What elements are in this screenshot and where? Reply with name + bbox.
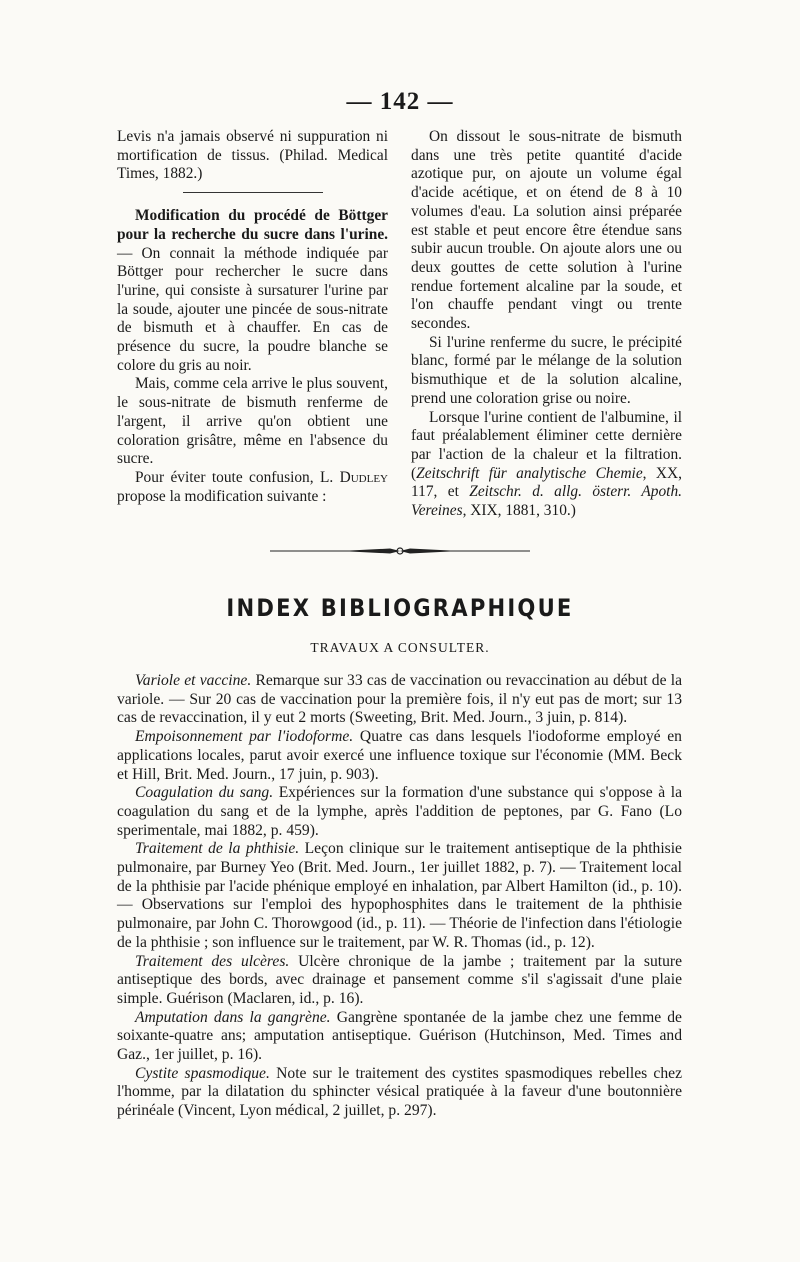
entry-title: Traitement des ulcères. bbox=[135, 952, 290, 970]
short-separator bbox=[183, 192, 323, 193]
page-number: — 142 — bbox=[346, 88, 454, 115]
bibliography-entries bbox=[117, 672, 682, 1121]
section-heading: Modification du procédé de Böttger pour la recherche du sucre dans l'urine. bbox=[117, 207, 388, 243]
right-p3-start: Lorsque l'urine contient de l'albumine, il faut préalablement éliminer cette dernière par l'action de la chaleur et la filtration. ( bbox=[411, 408, 682, 482]
left-column bbox=[117, 128, 388, 521]
left-paragraph-3: Mais, comme cela arrive le plus souvent, le sous-nitrate de bismuth renferme de l'argent, il arrive qu'on obtient une coloration grisâtre, même en l'absence du sucre. bbox=[117, 375, 388, 468]
list-item bbox=[117, 784, 682, 840]
entry-text: Ulcère chronique de la jambe ; traitement par la suture antiseptique des bords, avec drainage et pansement comme s'il s'agissait d'une plaie simple. Guérison (Maclaren, id., p. 16). bbox=[117, 952, 682, 1007]
journal-title-2: Zeitschr. d. allg. österr. Apoth. Vereines bbox=[411, 483, 682, 520]
entry-text: Note sur le traitement des cystites spasmodiques rebelles chez l'homme, par la dilatation du sphincter vésical pratiquée à la faveur d'une boutonnière périnéale (Vincent, Lyon médical, 2 juillet, p. 297). bbox=[117, 1064, 682, 1120]
right-paragraph-3 bbox=[411, 409, 682, 521]
left-paragraph-2-text: — On connait la méthode indiquée par Böttger pour rechercher le sucre dans l'urine, qui consiste à sursaturer l'urine par la soude, ajouter une pincée de sous-nitrate de bismuth et à chauffer. En cas de présence du sucre, la poudre blanche se colore du gris au noir. bbox=[117, 244, 388, 374]
left-paragraph-2 bbox=[117, 207, 388, 375]
author-name: L. Dudley bbox=[319, 468, 389, 486]
list-item bbox=[117, 840, 682, 952]
left-paragraph-4 bbox=[117, 469, 388, 506]
entry-text: Remarque sur 33 cas de vaccination ou revaccination au début de la variole. — Sur 20 cas de vaccination pour la première fois, il n'y eut pas de mort; sur 13 cas de revaccination, il y eut 2 morts (Sweeting, Brit. Med. Journ., 3 juin, p. 814). bbox=[117, 672, 682, 727]
list-item bbox=[117, 1009, 682, 1065]
list-item bbox=[117, 672, 682, 728]
list-item bbox=[117, 953, 682, 1009]
index-title: INDEX BIBLIOGRAPHIQUE bbox=[226, 594, 574, 622]
index-subtitle: TRAVAUX A CONSULTER. bbox=[310, 640, 490, 655]
entry-text: Gangrène spontanée de la jambe chez une femme de soixante-quatre ans; amputation antiseptique. Guérison (Hutchinson, Med. Times and Gaz., 1er juillet, p. 16). bbox=[117, 1008, 682, 1064]
entry-text: Expériences sur la formation d'une substance qui s'oppose à la coagulation du sang et de la lymphe, après l'addition de peptones, par G. Fano (Lo sperimentale, mai 1882, p. 459). bbox=[117, 784, 682, 839]
entry-text: Quatre cas dans lesquels l'iodoforme employé en applications locales, parut avoir exercé une influence toxique sur l'économie (MM. Beck et Hill, Brit. Med. Journ., 17 juin, p. 903). bbox=[117, 728, 682, 783]
journal-title-1: Zeitschrift für analytische Chemie bbox=[416, 464, 643, 482]
entry-title: Traitement de la phthisie. bbox=[135, 840, 300, 858]
list-item bbox=[117, 1065, 682, 1121]
list-item bbox=[117, 728, 682, 784]
ornamental-divider bbox=[270, 546, 530, 556]
entry-title: Cystite spasmodique. bbox=[135, 1064, 270, 1082]
right-paragraph-1: On dissout le sous-nitrate de bismuth dans une très petite quantité d'acide azotique pur, on ajoute un volume égal d'acide acétique, et on étend de 8 à 10 volumes d'eau. La solution ainsi préparée est stable et peut encore être étendue sans subir aucun trouble. On ajoute alors une ou deux gouttes de cette solution à l'urine rendue fortement alcaline par la soude, et l'on chauffe pendant vingt ou trente secondes. bbox=[411, 128, 682, 333]
right-p3-mid: , XX, 117, et bbox=[411, 464, 682, 501]
entry-title: Amputation dans la gangrène. bbox=[135, 1008, 331, 1026]
two-column-body bbox=[117, 128, 682, 521]
right-p3-end: , XIX, 1881, 310.) bbox=[462, 502, 576, 520]
right-column bbox=[411, 128, 682, 521]
entry-title: Variole et vaccine. bbox=[135, 672, 252, 689]
left-paragraph-1: Levis n'a jamais observé ni suppuration ni mortification de tissus. (Philad. Medical Times, 1882.) bbox=[117, 128, 388, 183]
left-p4-end: propose la modification suivante : bbox=[117, 487, 327, 505]
entry-text: Leçon clinique sur le traitement antiseptique de la phthisie pulmonaire, par Burney Yeo (Brit. Med. Journ., 1er juillet 1882, p. 7). — Traitement local de la phthisie par l'acide phénique employé en inhalation, par Albert Hamilton (id., p. 10). — Observations sur l'emploi des hypophosphites dans le traitement de la phthisie pulmonaire, par John C. Thorowgood (id., p. 11). — Théorie de l'infection dans l'étiologie de la phthisie ; son influence sur le traitement, par W. R. Thomas (id., p. 12). bbox=[117, 840, 682, 951]
right-paragraph-2: Si l'urine renferme du sucre, le précipité blanc, formé par le mélange de la solution bismuthique et de la solution alcaline, prend une coloration grise ou noire. bbox=[411, 333, 682, 407]
entry-title: Coagulation du sang. bbox=[135, 784, 274, 802]
entry-title: Empoisonnement par l'iodoforme. bbox=[135, 728, 354, 746]
left-p4-start: Pour éviter toute confusion, bbox=[135, 468, 320, 486]
